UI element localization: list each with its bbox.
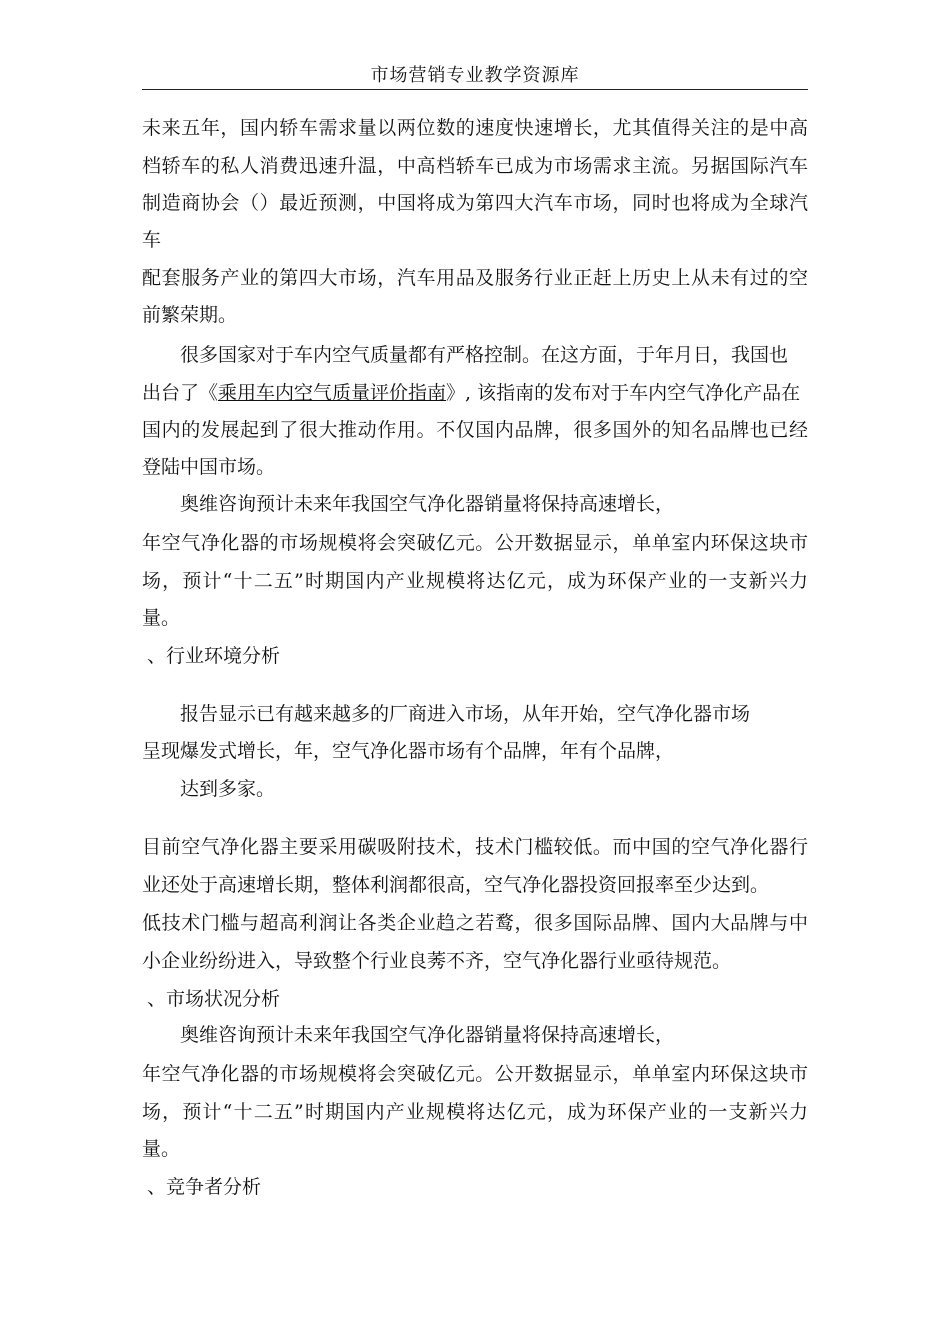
paragraph-line: 目前空气净化器主要采用碳吸附技术，技术门槛较低。而中国的空气净化器行	[142, 836, 808, 858]
guideline-title-link[interactable]: 乘用车内空气质量评价指南	[218, 382, 447, 404]
section-heading: 、竞争者分析	[147, 1176, 262, 1198]
paragraph-line: 量。	[142, 607, 181, 629]
paragraph-line: 车	[142, 229, 162, 251]
paragraph-line: 奥维咨询预计未来年我国空气净化器销量将保持高速增长，	[180, 1024, 675, 1046]
paragraph-line: 场，预计“十二五”时期国内产业规模将达亿元，成为环保产业的一支新兴力	[142, 570, 808, 592]
paragraph-line: 奥维咨询预计未来年我国空气净化器销量将保持高速增长，	[180, 493, 675, 515]
paragraph-line: 呈现爆发式增长，年，空气净化器市场有个品牌，年有个品牌，	[142, 740, 675, 762]
paragraph-line: 报告显示已有越来越多的厂商进入市场，从年开始，空气净化器市场	[180, 703, 751, 725]
paragraph-line: 制造商协会（）最近预测，中国将成为第四大汽车市场，同时也将成为全球汽	[142, 192, 808, 214]
page-header-title: 市场营销专业教学资源库	[370, 65, 580, 86]
paragraph-line: 量。	[142, 1138, 181, 1160]
paragraph-line: 档轿车的私人消费迅速升温，中高档轿车已成为市场需求主流。另据国际汽车	[142, 155, 808, 177]
paragraph-line: 业还处于高速增长期，整体利润都很高，空气净化器投资回报率至少达到。	[142, 874, 770, 896]
section-heading: 、行业环境分析	[147, 645, 281, 667]
header-divider	[142, 89, 808, 90]
paragraph-line: 小企业纷纷进入，导致整个行业良莠不齐，空气净化器行业亟待规范。	[142, 950, 732, 972]
paragraph-line: 达到多家。	[180, 778, 276, 800]
section-heading: 、市场状况分析	[147, 988, 281, 1010]
inline-text: 出台了《	[142, 382, 219, 404]
paragraph-line: 配套服务产业的第四大市场，汽车用品及服务行业正赶上历史上从未有过的空	[142, 267, 808, 289]
paragraph-line: 年空气净化器的市场规模将会突破亿元。公开数据显示，单单室内环保这块市	[142, 1063, 808, 1085]
paragraph-line: 很多国家对于车内空气质量都有严格控制。在这方面，于年月日，我国也	[180, 344, 789, 366]
paragraph-line: 未来五年，国内轿车需求量以两位数的速度快速增长，尤其值得关注的是中高	[142, 117, 808, 139]
inline-text: 》, 该指南的发布对于车内空气净化产品在	[446, 382, 801, 404]
paragraph-line: 年空气净化器的市场规模将会突破亿元。公开数据显示，单单室内环保这块市	[142, 532, 808, 554]
paragraph-line: 低技术门槛与超高利润让各类企业趋之若鹜，很多国际品牌、国内大品牌与中	[142, 912, 808, 934]
paragraph-line: 场，预计“十二五”时期国内产业规模将达亿元，成为环保产业的一支新兴力	[142, 1101, 808, 1123]
paragraph-line: 前繁荣期。	[142, 304, 238, 326]
paragraph-line: 登陆中国市场。	[142, 456, 276, 478]
paragraph-line-with-link	[142, 381, 800, 405]
paragraph-line: 国内的发展起到了很大推动作用。不仅国内品牌，很多国外的知名品牌也已经	[142, 419, 808, 441]
